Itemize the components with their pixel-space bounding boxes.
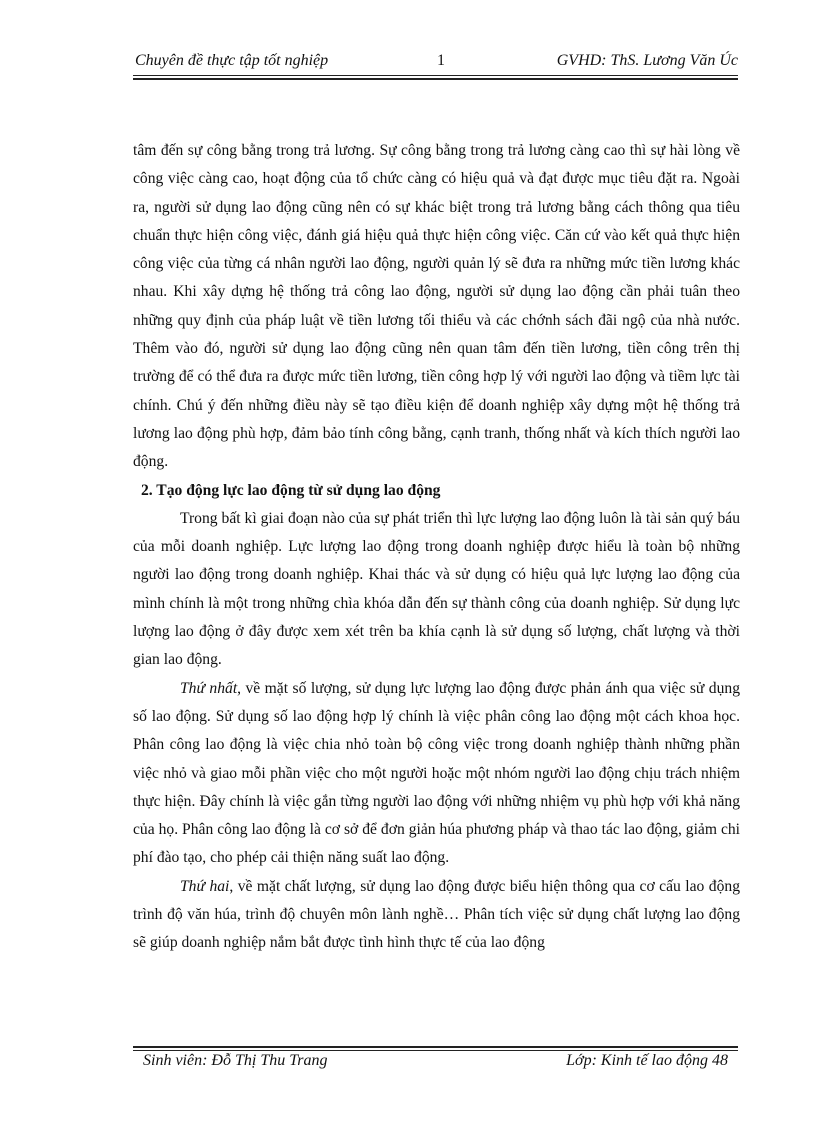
- header-rule-thick: [133, 78, 738, 80]
- page-number: 1: [437, 52, 445, 69]
- document-body: [133, 137, 740, 958]
- page-header: [133, 52, 738, 76]
- footer-student: Sinh viên: Đỗ Thị Thu Trang: [143, 1052, 328, 1069]
- header-document-title: Chuyên đề thực tập tốt nghiệp: [135, 52, 329, 69]
- paragraph-3: [133, 675, 740, 873]
- header-rule: [133, 75, 738, 76]
- paragraph-4-text: , về mặt chất lượng, sử dụng lao động được biểu hiện thông qua cơ cấu lao động trình độ văn húa, trình độ chuyên môn lành nghề… Phân tích việc sử dụng chất lượng lao động sẽ giúp doanh nghiệp nắm bắt được tình hình thực tế của lao động: [133, 877, 740, 952]
- page-footer: [133, 1052, 738, 1076]
- section-heading: 2. Tạo động lực lao động từ sử dụng lao động: [141, 481, 441, 499]
- footer-rule: [133, 1050, 738, 1051]
- header-supervisor: GVHD: ThS. Lương Văn Úc: [556, 52, 738, 69]
- paragraph-4: [133, 873, 740, 958]
- paragraph-1: tâm đến sự công bằng trong trả lương. Sự công bằng trong trả lương càng cao thì sự hài lòng về công việc càng cao, hoạt động của tổ chức càng có hiệu quả và đạt được mục tiêu đặt ra. Ngoài ra, người sử dụng lao động cũng nên có sự khác biệt trong trả lương bằng cách thông qua tiêu chuẩn thực hiện công việc, đánh giá hiệu quả thực hiện công việc. Căn cứ vào kết quả thực hiện công việc của từng cá nhân người lao động, người quản lý sẽ đưa ra những mức tiền lương khác nhau. Khi xây dựng hệ thống trả công lao động, người sử dụng lao động cần phải tuân theo những quy định của pháp luật về tiền lương tối thiểu và các chớnh sách đãi ngộ của nhà nước. Thêm vào đó, người sử dụng lao động cũng nên quan tâm đến tiền lương, tiền công trên thị trường để có thể đưa ra được mức tiền lương, tiền công hợp lý với người lao động và tiềm lực tài chính. Chú ý đến những điều này sẽ tạo điều kiện để doanh nghiệp xây dựng một hệ thống trả lương lao động phù hợp, đảm bảo tính công bằng, cạnh tranh, thống nhất và kích thích người lao động.: [133, 142, 740, 471]
- footer-class: Lớp: Kinh tế lao động 48: [566, 1052, 728, 1069]
- paragraph-3-lead: Thứ nhất: [180, 679, 238, 697]
- paragraph-3-text: , về mặt số lượng, sử dụng lực lượng lao động được phản ánh qua việc sử dụng số lao động. Sử dụng số lao động hợp lý chính là việc phân công lao động một cách khoa học. Phân công lao động là việc chia nhỏ toàn bộ công việc trong doanh nghiệp thành những phần việc nhỏ và giao mỗi phần việc cho một người hoặc một nhóm người lao động chịu trách nhiệm thực hiện. Đây chính là việc gắn từng người lao động với những nhiệm vụ phù hợp với khả năng của họ. Phân công lao động là cơ sở để đơn giản húa phương pháp và thao tác lao động, giảm chi phí đào tạo, cho phép cải thiện năng suất lao động.: [133, 679, 740, 867]
- paragraph-2: Trong bất kì giai đoạn nào của sự phát triển thì lực lượng lao động luôn là tài sản quý báu của mỗi doanh nghiệp. Lực lượng lao động trong doanh nghiệp được hiểu là toàn bộ những người lao động trong doanh nghiệp. Khai thác và sử dụng có hiệu quả lực lượng lao động của mình chính là một trong những chìa khóa dẫn đến sự thành công của doanh nghiệp. Sử dụng lực lượng lao động ở đây được xem xét trên ba khía cạnh là sử dụng số lượng, chất lượng và thời gian lao động.: [133, 509, 740, 669]
- paragraph-4-lead: Thứ hai: [180, 877, 230, 895]
- footer-rule-thick: [133, 1046, 738, 1048]
